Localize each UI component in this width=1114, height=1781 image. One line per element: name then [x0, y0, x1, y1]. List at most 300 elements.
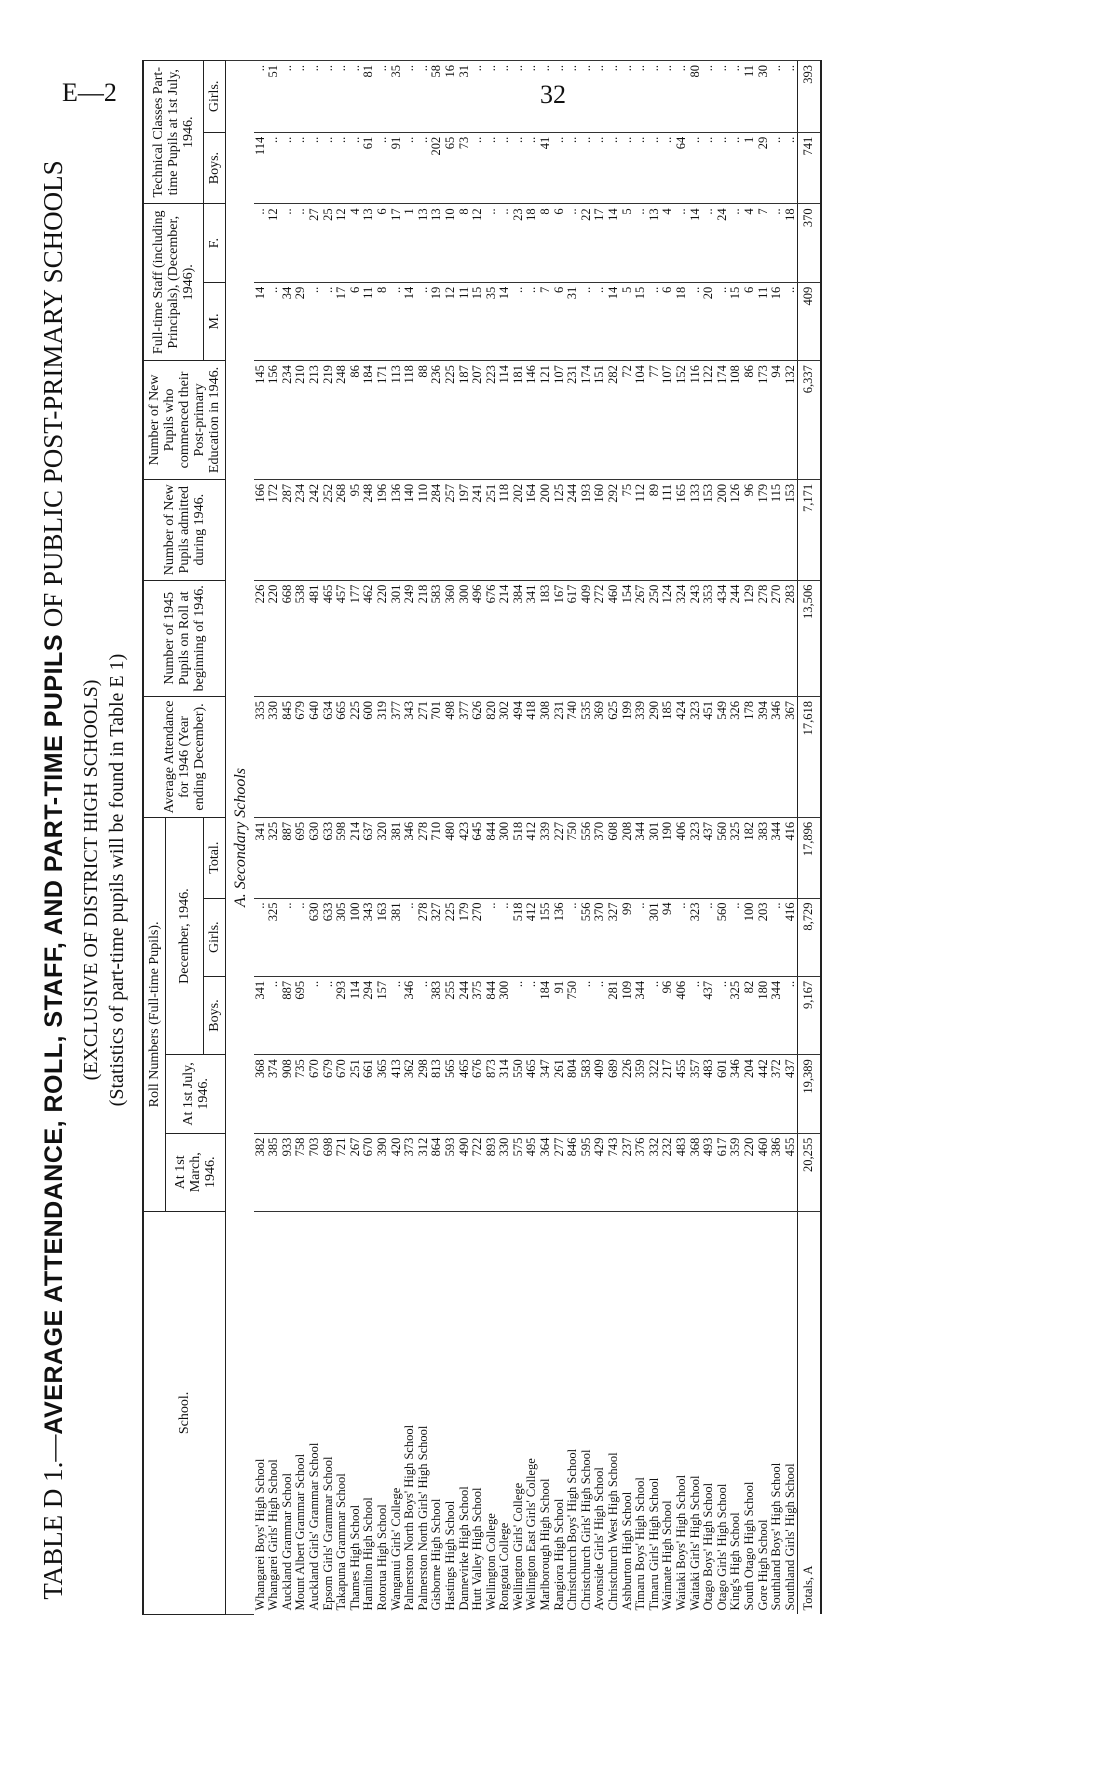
cell-march: 429 [593, 1133, 607, 1211]
cell-girls: 163 [376, 898, 390, 976]
cell-p1945: 457 [335, 580, 349, 696]
cell-boys: 114 [349, 976, 363, 1054]
table-row [553, 61, 567, 1615]
cell-tg: 51 [267, 61, 281, 133]
cell-march: 330 [498, 1133, 512, 1211]
cell-march: 368 [689, 1133, 703, 1211]
cell-girls: .. [634, 898, 648, 976]
table-row [267, 61, 281, 1615]
cell-tb: 64 [675, 132, 689, 204]
cell-girls: 518 [512, 898, 526, 976]
cell-july: 226 [621, 1055, 635, 1133]
cell-commenced: 184 [362, 361, 376, 480]
cell-average: 424 [675, 697, 689, 818]
cell-f: 12 [471, 204, 485, 282]
header-staff: Full-time Staff (including Principals), (December, 1946). [143, 204, 204, 361]
cell-girls: 305 [335, 898, 349, 976]
cell-school: Mount Albert Grammar School [294, 1211, 308, 1614]
cell-p1945: 220 [376, 580, 390, 696]
cell-tb: 41 [539, 132, 553, 204]
cell-p1945: 301 [390, 580, 404, 696]
cell-tg: .. [593, 61, 607, 133]
table-row [607, 61, 621, 1615]
statistics-table [142, 60, 822, 1615]
cell-m: .. [784, 282, 798, 360]
cell-girls: 278 [417, 898, 431, 976]
cell-f: .. [702, 204, 716, 282]
cell-admitted: 196 [376, 479, 390, 580]
cell-march: 698 [322, 1133, 336, 1211]
table-row [770, 61, 784, 1615]
cell-p1945: 278 [757, 580, 771, 696]
cell-admitted: 112 [634, 479, 648, 580]
cell-school: Auckland Grammar School [281, 1211, 295, 1614]
cell-commenced: 181 [512, 361, 526, 480]
cell-f: 12 [267, 204, 281, 282]
cell-tg: .. [417, 61, 431, 133]
cell-tb: 741 [798, 132, 821, 204]
cell-boys: 255 [444, 976, 458, 1054]
cell-girls: 323 [689, 898, 703, 976]
cell-admitted: 96 [743, 479, 757, 580]
cell-total: 214 [349, 817, 363, 898]
cell-march: 846 [566, 1133, 580, 1211]
cell-commenced: 231 [566, 361, 580, 480]
cell-july: 813 [430, 1055, 444, 1133]
cell-total: 645 [471, 817, 485, 898]
cell-july: 442 [757, 1055, 771, 1133]
cell-f: 13 [362, 204, 376, 282]
table-row [539, 61, 553, 1615]
cell-average: 271 [417, 697, 431, 818]
cell-total: 437 [702, 817, 716, 898]
cell-boys: 437 [702, 976, 716, 1054]
cell-boys: 695 [294, 976, 308, 1054]
cell-july: 583 [580, 1055, 594, 1133]
cell-july: 261 [553, 1055, 567, 1133]
cell-july: 550 [512, 1055, 526, 1133]
cell-m: 16 [770, 282, 784, 360]
cell-tg: .. [335, 61, 349, 133]
cell-commenced: 151 [593, 361, 607, 480]
cell-commenced: 187 [458, 361, 472, 480]
cell-f: 10 [444, 204, 458, 282]
cell-f: 4 [349, 204, 363, 282]
table-row [743, 61, 757, 1615]
cell-march: 386 [770, 1133, 784, 1211]
cell-school: Wellington East Girls' College [525, 1211, 539, 1614]
cell-m: 11 [458, 282, 472, 360]
cell-school: Dannevirke High School [458, 1211, 472, 1614]
cell-march: 420 [390, 1133, 404, 1211]
cell-p1945: 676 [485, 580, 499, 696]
cell-girls: 270 [471, 898, 485, 976]
cell-march: 758 [294, 1133, 308, 1211]
cell-average: 17,618 [798, 697, 821, 818]
cell-tg: .. [634, 61, 648, 133]
cell-commenced: 118 [403, 361, 417, 480]
cell-tg: .. [675, 61, 689, 133]
cell-tg: 81 [362, 61, 376, 133]
table-row [362, 61, 376, 1615]
table-row [349, 61, 363, 1615]
cell-total: 339 [539, 817, 553, 898]
cell-school: Gisborne High School [430, 1211, 444, 1614]
title-suffix: OF PUBLIC POST-PRIMARY SCHOOLS [38, 160, 68, 634]
cell-tb: .. [661, 132, 675, 204]
cell-july: 374 [267, 1055, 281, 1133]
cell-girls: 556 [580, 898, 594, 976]
cell-average: 377 [458, 697, 472, 818]
cell-average: 346 [770, 697, 784, 818]
table-row [335, 61, 349, 1615]
cell-march: 390 [376, 1133, 390, 1211]
cell-july: 359 [634, 1055, 648, 1133]
cell-march: 593 [444, 1133, 458, 1211]
cell-school: Southland Girls' High School [784, 1211, 798, 1614]
cell-boys: 844 [485, 976, 499, 1054]
cell-m: 15 [729, 282, 743, 360]
cell-m: 14 [498, 282, 512, 360]
cell-tg: .. [525, 61, 539, 133]
table-row [376, 61, 390, 1615]
cell-f: 6 [553, 204, 567, 282]
cell-school: Ashburton High School [621, 1211, 635, 1614]
cell-total: 278 [417, 817, 431, 898]
cell-total: 325 [729, 817, 743, 898]
cell-average: 323 [689, 697, 703, 818]
cell-commenced: 174 [716, 361, 730, 480]
cell-school: Timaru Boys' High School [634, 1211, 648, 1614]
cell-boys: 281 [607, 976, 621, 1054]
cell-school: Waitaki Boys' High School [675, 1211, 689, 1614]
cell-tg: 11 [743, 61, 757, 133]
cell-average: 701 [430, 697, 444, 818]
cell-tb: .. [267, 132, 281, 204]
cell-boys: 9,167 [798, 976, 821, 1054]
cell-admitted: 200 [716, 479, 730, 580]
cell-p1945: 267 [634, 580, 648, 696]
header-boys: Boys. [204, 976, 226, 1054]
cell-commenced: 77 [648, 361, 662, 480]
cell-f: 14 [689, 204, 703, 282]
cell-total: 383 [757, 817, 771, 898]
cell-march: 237 [621, 1133, 635, 1211]
cell-admitted: 136 [390, 479, 404, 580]
cell-tb: .. [716, 132, 730, 204]
cell-commenced: 94 [770, 361, 784, 480]
cell-girls: .. [294, 898, 308, 976]
cell-commenced: 121 [539, 361, 553, 480]
cell-july: 372 [770, 1055, 784, 1133]
cell-july: 19,389 [798, 1055, 821, 1133]
cell-p1945: 214 [498, 580, 512, 696]
cell-boys: 344 [634, 976, 648, 1054]
header-1945-pupils: Number of 1945 Pupils on Roll at beginning of 1946. [143, 580, 226, 696]
cell-admitted: 125 [553, 479, 567, 580]
cell-f: 25 [322, 204, 336, 282]
cell-school: Timaru Girls' High School [648, 1211, 662, 1614]
cell-p1945: 124 [661, 580, 675, 696]
cell-p1945: 129 [743, 580, 757, 696]
cell-tb: .. [335, 132, 349, 204]
cell-tg: .. [539, 61, 553, 133]
cell-f: .. [566, 204, 580, 282]
cell-tg: .. [376, 61, 390, 133]
cell-girls: 325 [267, 898, 281, 976]
table-row [308, 61, 322, 1615]
cell-tb: 29 [757, 132, 771, 204]
cell-tb: .. [770, 132, 784, 204]
cell-tb: .. [580, 132, 594, 204]
cell-p1945: 324 [675, 580, 689, 696]
cell-p1945: 272 [593, 580, 607, 696]
cell-boys: 300 [498, 976, 512, 1054]
cell-tb: .. [689, 132, 703, 204]
cell-p1945: 13,506 [798, 580, 821, 696]
cell-f: .. [498, 204, 512, 282]
cell-tg: .. [471, 61, 485, 133]
cell-july: 483 [702, 1055, 716, 1133]
cell-total: 325 [267, 817, 281, 898]
cell-m: 29 [294, 282, 308, 360]
cell-average: 319 [376, 697, 390, 818]
section-label: A. Secondary Schools [226, 61, 254, 1615]
cell-f: 22 [580, 204, 594, 282]
table-row [757, 61, 771, 1615]
cell-july: 204 [743, 1055, 757, 1133]
cell-school: Rangiora High School [553, 1211, 567, 1614]
cell-m: 409 [798, 282, 821, 360]
cell-average: 178 [743, 697, 757, 818]
cell-m: .. [689, 282, 703, 360]
cell-girls: .. [702, 898, 716, 976]
cell-total: 344 [634, 817, 648, 898]
cell-school: Otago Girls' High School [716, 1211, 730, 1614]
cell-admitted: 166 [254, 479, 268, 580]
cell-july: 413 [390, 1055, 404, 1133]
cell-p1945: 249 [403, 580, 417, 696]
cell-girls: .. [403, 898, 417, 976]
cell-july: 804 [566, 1055, 580, 1133]
cell-m: .. [390, 282, 404, 360]
cell-tb: .. [322, 132, 336, 204]
cell-tg: 30 [757, 61, 771, 133]
table-row [525, 61, 539, 1615]
cell-girls: 136 [553, 898, 567, 976]
cell-tg: 80 [689, 61, 703, 133]
cell-july: 465 [458, 1055, 472, 1133]
cell-admitted: 251 [485, 479, 499, 580]
cell-march: 483 [675, 1133, 689, 1211]
cell-admitted: 287 [281, 479, 295, 580]
cell-f: .. [254, 204, 268, 282]
cell-admitted: 242 [308, 479, 322, 580]
cell-boys: .. [580, 976, 594, 1054]
cell-p1945: 154 [621, 580, 635, 696]
cell-march: 493 [702, 1133, 716, 1211]
cell-march: 703 [308, 1133, 322, 1211]
cell-boys: .. [593, 976, 607, 1054]
table-row [430, 61, 444, 1615]
cell-average: 820 [485, 697, 499, 818]
cell-march: 267 [349, 1133, 363, 1211]
cell-admitted: 244 [566, 479, 580, 580]
cell-f: .. [675, 204, 689, 282]
cell-average: 185 [661, 697, 675, 818]
table-row [485, 61, 499, 1615]
cell-admitted: 257 [444, 479, 458, 580]
cell-admitted: 7,171 [798, 479, 821, 580]
table-row [593, 61, 607, 1615]
cell-total: 344 [770, 817, 784, 898]
cell-march: 864 [430, 1133, 444, 1211]
cell-admitted: 202 [512, 479, 526, 580]
cell-average: 225 [349, 697, 363, 818]
cell-girls: 560 [716, 898, 730, 976]
cell-m: .. [525, 282, 539, 360]
cell-boys: 346 [403, 976, 417, 1054]
cell-average: 335 [254, 697, 268, 818]
table-row [444, 61, 458, 1615]
cell-tg: 31 [458, 61, 472, 133]
cell-admitted: 110 [417, 479, 431, 580]
cell-boys: .. [308, 976, 322, 1054]
cell-school: Christchurch Boys' High School [566, 1211, 580, 1614]
cell-m: 35 [485, 282, 499, 360]
cell-average: 290 [648, 697, 662, 818]
cell-f: 24 [716, 204, 730, 282]
cell-tb: .. [702, 132, 716, 204]
cell-tg: .. [580, 61, 594, 133]
cell-tg: .. [322, 61, 336, 133]
cell-m: .. [593, 282, 607, 360]
cell-admitted: 165 [675, 479, 689, 580]
cell-school: Thames High School [349, 1211, 363, 1614]
cell-commenced: 234 [281, 361, 295, 480]
table-row [390, 61, 404, 1615]
header-new-admitted: Number of New Pupils admitted during 1946. [143, 479, 226, 580]
cell-p1945: 496 [471, 580, 485, 696]
cell-commenced: 210 [294, 361, 308, 480]
cell-average: 665 [335, 697, 349, 818]
cell-total: 844 [485, 817, 499, 898]
cell-july: 357 [689, 1055, 703, 1133]
cell-total: 406 [675, 817, 689, 898]
header-average: Average Attendance for 1946 (Year ending December). [143, 697, 226, 818]
title-prefix: TABLE D 1.— [38, 1434, 68, 1600]
table-row [580, 61, 594, 1615]
table-row [648, 61, 662, 1615]
cell-p1945: 384 [512, 580, 526, 696]
title-bold: AVERAGE ATTENDANCE, ROLL, STAFF, AND PART-TIME PUPILS [40, 634, 68, 1435]
cell-tg: .. [621, 61, 635, 133]
cell-boys: 325 [729, 976, 743, 1054]
cell-tg: .. [648, 61, 662, 133]
header-tech-girls: Girls. [204, 61, 226, 133]
cell-total: 416 [784, 817, 798, 898]
cell-m: 14 [607, 282, 621, 360]
table-row [661, 61, 675, 1615]
cell-admitted: 164 [525, 479, 539, 580]
cell-march: 617 [716, 1133, 730, 1211]
header-technical: Technical Classes Part-time Pupils at 1st July, 1946. [143, 61, 204, 204]
cell-total: 518 [512, 817, 526, 898]
cell-m: 14 [403, 282, 417, 360]
cell-girls: 179 [458, 898, 472, 976]
cell-tg: .. [607, 61, 621, 133]
cell-m: 14 [254, 282, 268, 360]
cell-p1945: 583 [430, 580, 444, 696]
header-girls: Girls. [204, 898, 226, 976]
cell-m: 6 [661, 282, 675, 360]
table-row [498, 61, 512, 1615]
cell-f: 18 [525, 204, 539, 282]
cell-boys: 341 [254, 976, 268, 1054]
cell-girls: .. [485, 898, 499, 976]
cell-march: 490 [458, 1133, 472, 1211]
cell-p1945: 177 [349, 580, 363, 696]
cell-p1945: 460 [607, 580, 621, 696]
cell-march: 575 [512, 1133, 526, 1211]
cell-march: 332 [648, 1133, 662, 1211]
table-title [38, 60, 69, 1700]
cell-girls: 633 [322, 898, 336, 976]
cell-tb: 65 [444, 132, 458, 204]
cell-school: Whangarei Boys' High School [254, 1211, 268, 1614]
cell-girls: 100 [349, 898, 363, 976]
cell-average: 845 [281, 697, 295, 818]
cell-tg: 393 [798, 61, 821, 133]
cell-commenced: 225 [444, 361, 458, 480]
cell-march: 364 [539, 1133, 553, 1211]
cell-boys: .. [648, 976, 662, 1054]
cell-girls: 327 [607, 898, 621, 976]
cell-total: 608 [607, 817, 621, 898]
cell-boys: 383 [430, 976, 444, 1054]
cell-march: 460 [757, 1133, 771, 1211]
header-total: Total. [204, 817, 226, 898]
cell-school: Palmerston North Girls' High School [417, 1211, 431, 1614]
cell-average: 640 [308, 697, 322, 818]
cell-july: 368 [254, 1055, 268, 1133]
cell-girls: 343 [362, 898, 376, 976]
cell-admitted: 118 [498, 479, 512, 580]
cell-admitted: 193 [580, 479, 594, 580]
cell-total: 190 [661, 817, 675, 898]
cell-tg: .. [403, 61, 417, 133]
cell-f: 17 [593, 204, 607, 282]
cell-march: 722 [471, 1133, 485, 1211]
cell-commenced: 86 [349, 361, 363, 480]
header-tech-boys: Boys. [204, 132, 226, 204]
cell-f: 370 [798, 204, 821, 282]
cell-boys: 887 [281, 976, 295, 1054]
cell-admitted: 89 [648, 479, 662, 580]
cell-tb: .. [403, 132, 417, 204]
cell-total: 556 [580, 817, 594, 898]
cell-july: 365 [376, 1055, 390, 1133]
cell-admitted: 292 [607, 479, 621, 580]
cell-f: .. [770, 204, 784, 282]
cell-tb: .. [607, 132, 621, 204]
cell-p1945: 341 [525, 580, 539, 696]
cell-tg: 16 [444, 61, 458, 133]
cell-commenced: 72 [621, 361, 635, 480]
cell-p1945: 244 [729, 580, 743, 696]
cell-tg: .. [716, 61, 730, 133]
cell-march: 382 [254, 1133, 268, 1211]
